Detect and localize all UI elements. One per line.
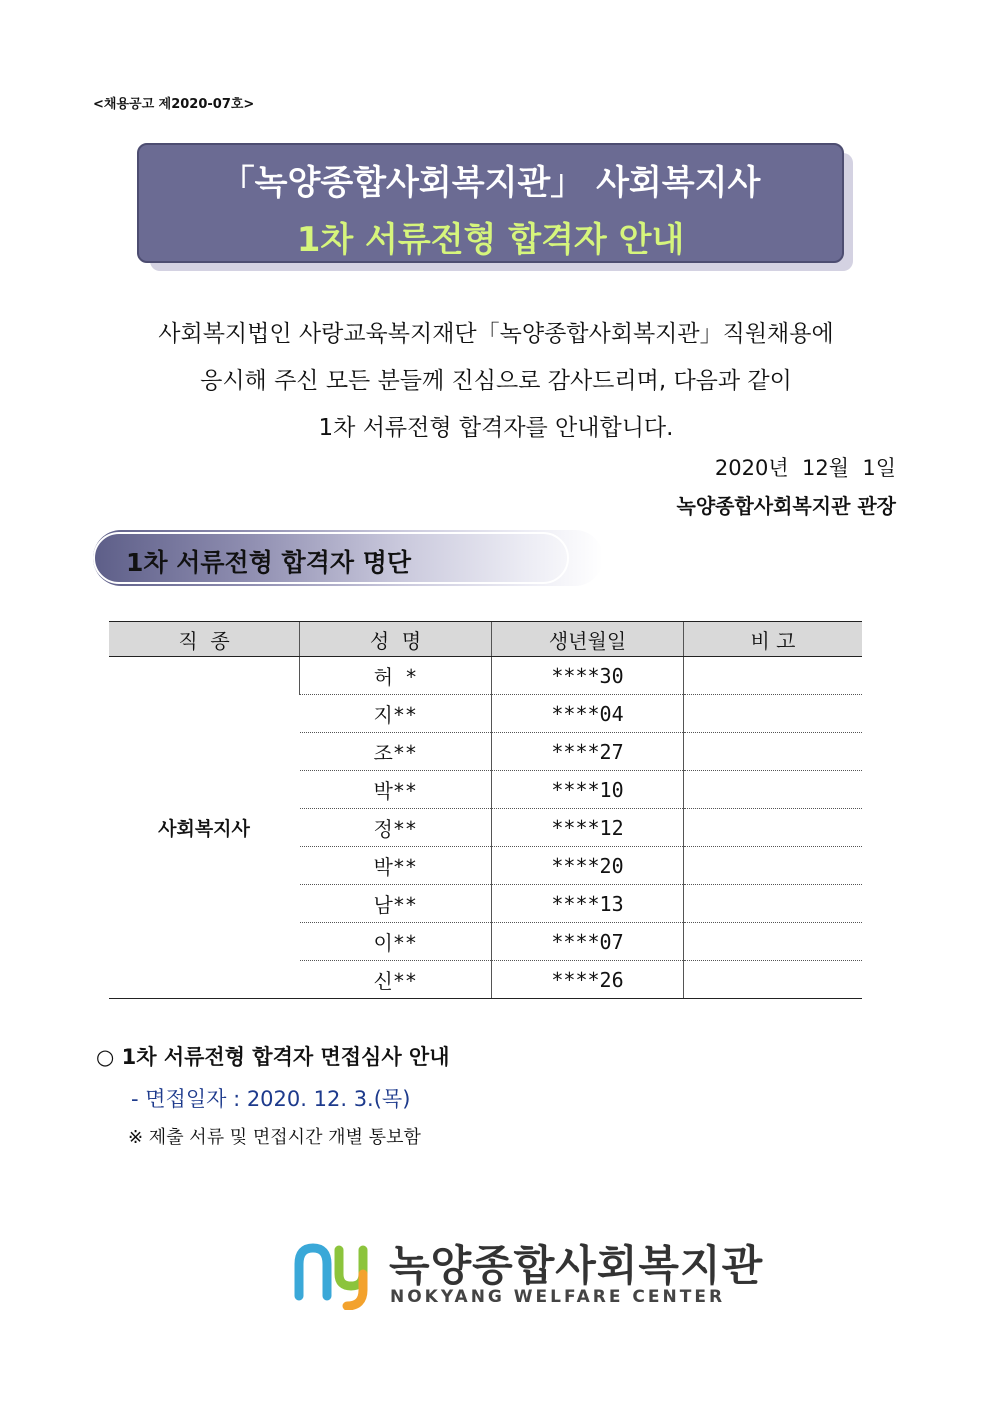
birth-cell: ****13 (492, 885, 684, 923)
name-cell: 지** (300, 695, 492, 733)
note-cell (684, 885, 863, 923)
note-cell (684, 961, 863, 999)
interview-date: - 면접일자 : 2020. 12. 3.(목) (131, 1087, 411, 1111)
note-cell (684, 657, 863, 695)
intro-paragraph (0, 311, 992, 452)
note-cell (684, 809, 863, 847)
birth-cell: ****27 (492, 733, 684, 771)
notice-id: <채용공고 제2020-07호> (93, 97, 255, 112)
name-cell: 박** (300, 847, 492, 885)
note-cell (684, 771, 863, 809)
title-banner (137, 143, 844, 263)
note-cell (684, 695, 863, 733)
signer: 녹양종합사회복지관 관장 (676, 494, 896, 518)
birth-cell: ****10 (492, 771, 684, 809)
col-header-job: 직 종 (109, 622, 300, 657)
nokyang-logo-icon (293, 1230, 373, 1310)
name-cell: 신** (300, 961, 492, 999)
job-cell: 사회복지사 (109, 657, 300, 999)
name-cell: 허 * (300, 657, 492, 695)
birth-cell: ****12 (492, 809, 684, 847)
section-title: 1차 서류전형 합격자 명단 (126, 548, 412, 577)
name-cell: 박** (300, 771, 492, 809)
name-cell: 이** (300, 923, 492, 961)
note-cell (684, 847, 863, 885)
birth-cell: ****04 (492, 695, 684, 733)
banner-title-line2: 1차 서류전형 합격자 안내 (296, 220, 685, 260)
intro-line: 사회복지법인 사랑교육복지재단「녹양종합사회복지관」직원채용에 (158, 321, 834, 347)
intro-line: 응시해 주신 모든 분들께 진심으로 감사드리며, 다음과 같이 (200, 368, 792, 394)
birth-cell: ****26 (492, 961, 684, 999)
logo-english-text: NOKYANG WELFARE CENTER (390, 1287, 726, 1307)
col-header-birth: 생년월일 (492, 622, 684, 657)
logo-korean-text: 녹양종합사회복지관 (389, 1241, 764, 1290)
interview-heading: ○ 1차 서류전형 합격자 면접심사 안내 (96, 1045, 450, 1069)
intro-line: 1차 서류전형 합격자를 안내합니다. (318, 415, 674, 441)
announcement-date: 2020년 12월 1일 (714, 456, 896, 480)
note-cell (684, 733, 863, 771)
table-row (109, 657, 862, 695)
name-cell: 조** (300, 733, 492, 771)
banner-title-line1: 「녹양종합사회복지관」 사회복지사 (220, 163, 761, 203)
name-cell: 남** (300, 885, 492, 923)
birth-cell: ****07 (492, 923, 684, 961)
birth-cell: ****30 (492, 657, 684, 695)
passer-table (109, 621, 862, 999)
col-header-name: 성 명 (300, 622, 492, 657)
birth-cell: ****20 (492, 847, 684, 885)
table-header-row (109, 622, 862, 657)
interview-note: ※ 제출 서류 및 면접시간 개별 통보함 (128, 1127, 421, 1148)
note-cell (684, 923, 863, 961)
col-header-note: 비 고 (684, 622, 863, 657)
name-cell: 정** (300, 809, 492, 847)
